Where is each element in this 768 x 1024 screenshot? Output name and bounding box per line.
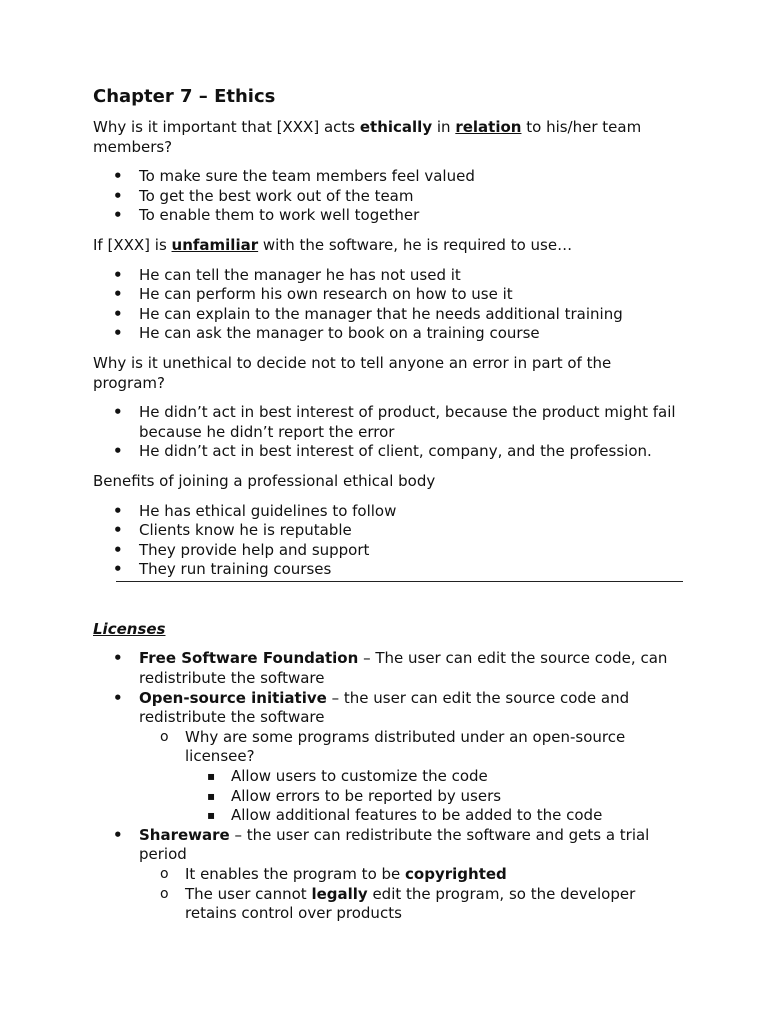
list-item: • He has ethical guidelines to follow (93, 502, 683, 522)
list-item: • He didn’t act in best interest of product, because the product might fail because he didn’t report the error (93, 403, 683, 442)
q2-answer-list (93, 266, 683, 344)
shareware-sub2-post: edit the program, so the developer retains control over products (185, 884, 636, 923)
q1-bold-ethically: ethically (359, 118, 433, 136)
q2-text-pre: If [XXX] is (93, 235, 172, 254)
license-fsf (93, 649, 683, 688)
license-shareware-label: Shareware (139, 825, 230, 844)
list-item: • Clients know he is reputable (93, 521, 683, 541)
license-fsf-text: – The user can edit the source code, can redistribute the software (139, 649, 668, 688)
license-osi-text: – the user can edit the source code and redistribute the software (139, 688, 630, 727)
question-unethical-error: Why is it unethical to decide not to tell anyone an error in part of the program? (93, 353, 612, 392)
q2-bold-unfamiliar: unfamiliar (171, 235, 259, 254)
list-item: • He can ask the manager to book on a training course (93, 324, 683, 344)
q4-answer-list (93, 502, 683, 582)
q3-answer-list (93, 403, 683, 462)
list-item: ▪ Allow additional features to be added to the code (185, 806, 683, 826)
license-osi-label: Open-source initiative (139, 688, 327, 707)
list-item: • To enable them to work well together (93, 206, 683, 226)
licenses-list (93, 649, 683, 923)
shareware-sub2-bold: legally (311, 884, 368, 903)
q2-text-post: with the software, he is required to use… (258, 235, 573, 254)
section-divider-gap (93, 592, 683, 620)
list-item: • To get the best work out of the team (93, 187, 683, 207)
chapter-title: Chapter 7 – Ethics (93, 86, 276, 107)
list-item: ▪ Allow errors to be reported by users (185, 787, 683, 807)
list-item: • They provide help and support (93, 541, 683, 561)
document-content (93, 86, 683, 934)
licenses-heading: Licenses (93, 619, 166, 638)
list-item (139, 885, 683, 924)
q1-text-post: to his/her team members? (93, 118, 642, 156)
osi-reason-list (185, 767, 683, 826)
list-item: • To make sure the team members feel valued (93, 167, 683, 187)
list-item: ▪ Allow users to customize the code (185, 767, 683, 787)
osi-sub-question-text: Why are some programs distributed under an open-source licensee? (185, 727, 626, 766)
shareware-sub1-pre: It enables the program to be (185, 865, 406, 883)
q1-text-mid: in (432, 118, 456, 136)
q1-bold-relation: relation (455, 118, 522, 136)
question-ethical-body-benefits: Benefits of joining a professional ethical body (93, 471, 436, 490)
list-item: • He can explain to the manager that he needs additional training (93, 305, 683, 325)
shareware-sub1-bold: copyrighted (405, 865, 507, 883)
list-item: • He can tell the manager he has not used it (93, 266, 683, 286)
question-team-ethics (93, 118, 683, 157)
question-unfamiliar-software (93, 236, 683, 256)
list-item: • He didn’t act in best interest of client, company, and the profession. (93, 442, 683, 462)
shareware-sub-list (139, 865, 683, 924)
license-shareware-text: – the user can redistribute the software and gets a trial period (139, 825, 650, 864)
license-osi (93, 689, 683, 826)
license-fsf-label: Free Software Foundation (139, 649, 359, 668)
q1-answer-list (93, 167, 683, 226)
list-item: • He can perform his own research on how to use it (93, 285, 683, 305)
osi-sub-question (139, 728, 683, 826)
osi-sub-list (139, 728, 683, 826)
shareware-sub2-pre: The user cannot (185, 884, 312, 903)
list-item: • They run training courses (116, 560, 683, 582)
license-shareware (93, 826, 683, 924)
q1-text-pre: Why is it important that [XXX] acts (93, 118, 360, 136)
list-item (139, 865, 683, 885)
